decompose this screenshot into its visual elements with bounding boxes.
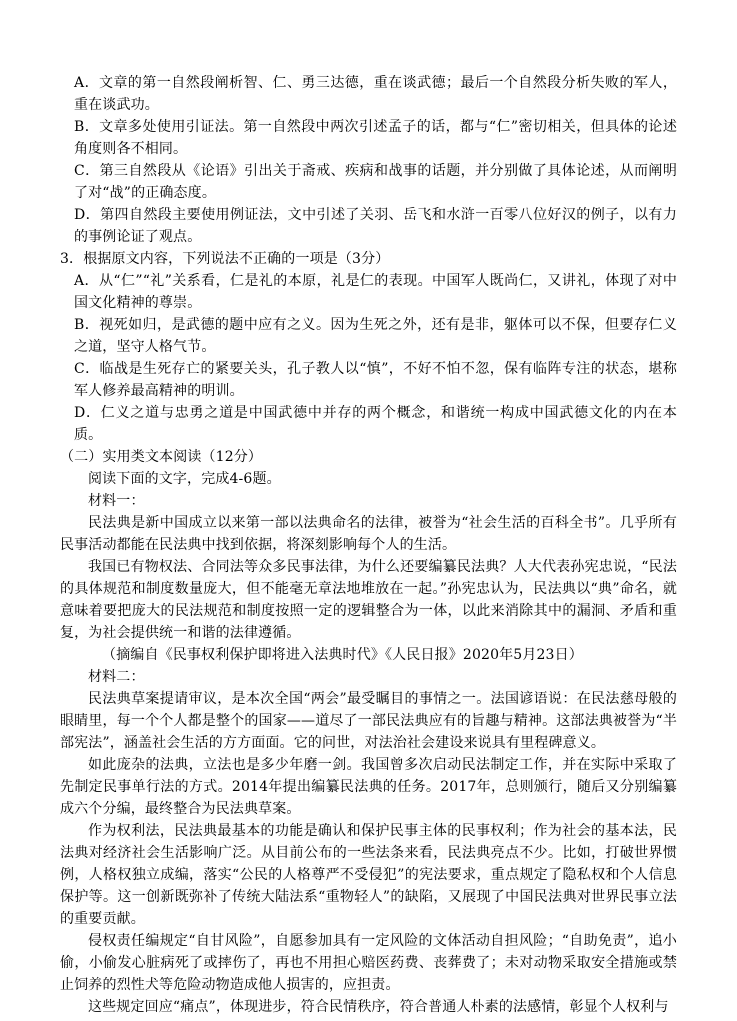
material2-paragraph: 如此庞杂的法典，立法也是多少年磨一剑。我国曾多次启动民法制定工作，并在实际中采取了先制定民事单行法的方式。2014年提出编纂民法典的任务。2017年，总则颁行，随后又分别编纂成六个分编，最终整合为民法典草案。 [60, 757, 677, 817]
q2-option-b: B．文章多处使用引证法。第一自然段中两次引述孟子的话，都与“仁”密切相关，但具体的论述角度则各不相同。 [74, 119, 677, 157]
material1-label: 材料一： [88, 493, 145, 509]
q3-option-c: C．临战是生死存亡的紧要关头，孔子教人以“慎”，不好不怕不忽，保有临阵专注的状态，堪称军人修养最高精神的明训。 [74, 361, 677, 399]
material2-paragraph: 这些规定回应“痛点”，体现进步，符合民情秩序，符合普通人朴素的法感情，彰显个人权利与 [88, 999, 669, 1015]
q3-option-d: D．仁义之道与忠勇之道是中国武德中并存的两个概念，和谐统一构成中国武德文化的内在本质。 [74, 405, 677, 443]
section-title: （二）实用类文本阅读（12分） [60, 449, 263, 465]
instruction: 阅读下面的文字，完成4-6题。 [88, 471, 281, 487]
material1-source: （摘编自《民事权利保护即将进入法典时代》《人民日报》2020年5月23日） [102, 647, 583, 663]
q2-option-d: D．第四自然段主要使用例证法，文中引述了关羽、岳飞和水浒一百零八位好汉的例子，以有力的事例论证了观点。 [74, 207, 677, 245]
material2-label: 材料二： [88, 669, 145, 685]
q2-option-c: C．第三自然段从《论语》引出关于斋戒、疾病和战事的话题，并分别做了具体论述，从而阐明了对“战”的正确态度。 [74, 163, 677, 201]
q3-option-a: A．从“仁”“礼”关系看，仁是礼的本原，礼是仁的表现。中国军人既尚仁，又讲礼，体现了对中国文化精神的尊崇。 [74, 273, 677, 311]
material1-paragraph: 民法典是新中国成立以来第一部以法典命名的法律，被誉为“社会生活的百科全书”。几乎所有民事活动都能在民法典中找到依据，将深刻影响每个人的生活。 [60, 515, 677, 553]
material2-paragraph: 民法典草案提请审议，是本次全国“两会”最受瞩目的事情之一。法国谚语说：在民法慈母般的眼睛里，每一个个人都是整个的国家——道尽了一部民法典应有的旨趣与精神。这部法典被誉为“半部宪法”，涵盖社会生活的方方面面。它的问世，对法治社会建设来说具有里程碑意义。 [60, 691, 677, 751]
q2-option-a: A．文章的第一自然段阐析智、仁、勇三达德，重在谈武德；最后一个自然段分析失败的军人，重在谈武功。 [74, 75, 677, 113]
q3-option-b: B．视死如归，是武德的题中应有之义。因为生死之外，还有是非，躯体可以不保，但要存仁义之道，坚守人格气节。 [74, 317, 677, 355]
material2-paragraph: 作为权利法，民法典最基本的功能是确认和保护民事主体的民事权利；作为社会的基本法，民法典对经济社会生活影响广泛。从目前公布的一些法条来看，民法典亮点不少。比如，打破世界惯例，人格权独立成编，落实“公民的人格尊严不受侵犯”的宪法要求，重点规定了隐私权和个人信息保护等。这一创新既弥补了传统大陆法系“重物轻人”的缺陷，又展现了中国民法典对世界民事立法的重要贡献。 [60, 823, 677, 927]
material2-paragraph: 侵权责任编规定“自甘风险”，自愿参加具有一定风险的文体活动自担风险；“自助免责”，追小偷，小偷发心脏病死了或摔伤了，再也不用担心赔医药费、丧葬费了；未对动物采取安全措施或禁止饲养的烈性犬等危险动物造成他人损害的，应担责。 [60, 933, 677, 993]
q3-stem: 3．根据原文内容，下列说法不正确的一项是（3分） [60, 251, 390, 267]
material1-paragraph: 我国已有物权法、合同法等众多民事法律，为什么还要编纂民法典？人大代表孙宪忠说，“民法的具体规范和制度数量庞大，但不能毫无章法地堆放在一起。”孙宪忠认为，民法典以“典”命名，就意味着要把庞大的民法规范和制度按照一定的逻辑整合为一体，以此来消除其中的漏洞、矛盾和重复，为社会提供统一和谐的法律遵循。 [60, 559, 677, 641]
